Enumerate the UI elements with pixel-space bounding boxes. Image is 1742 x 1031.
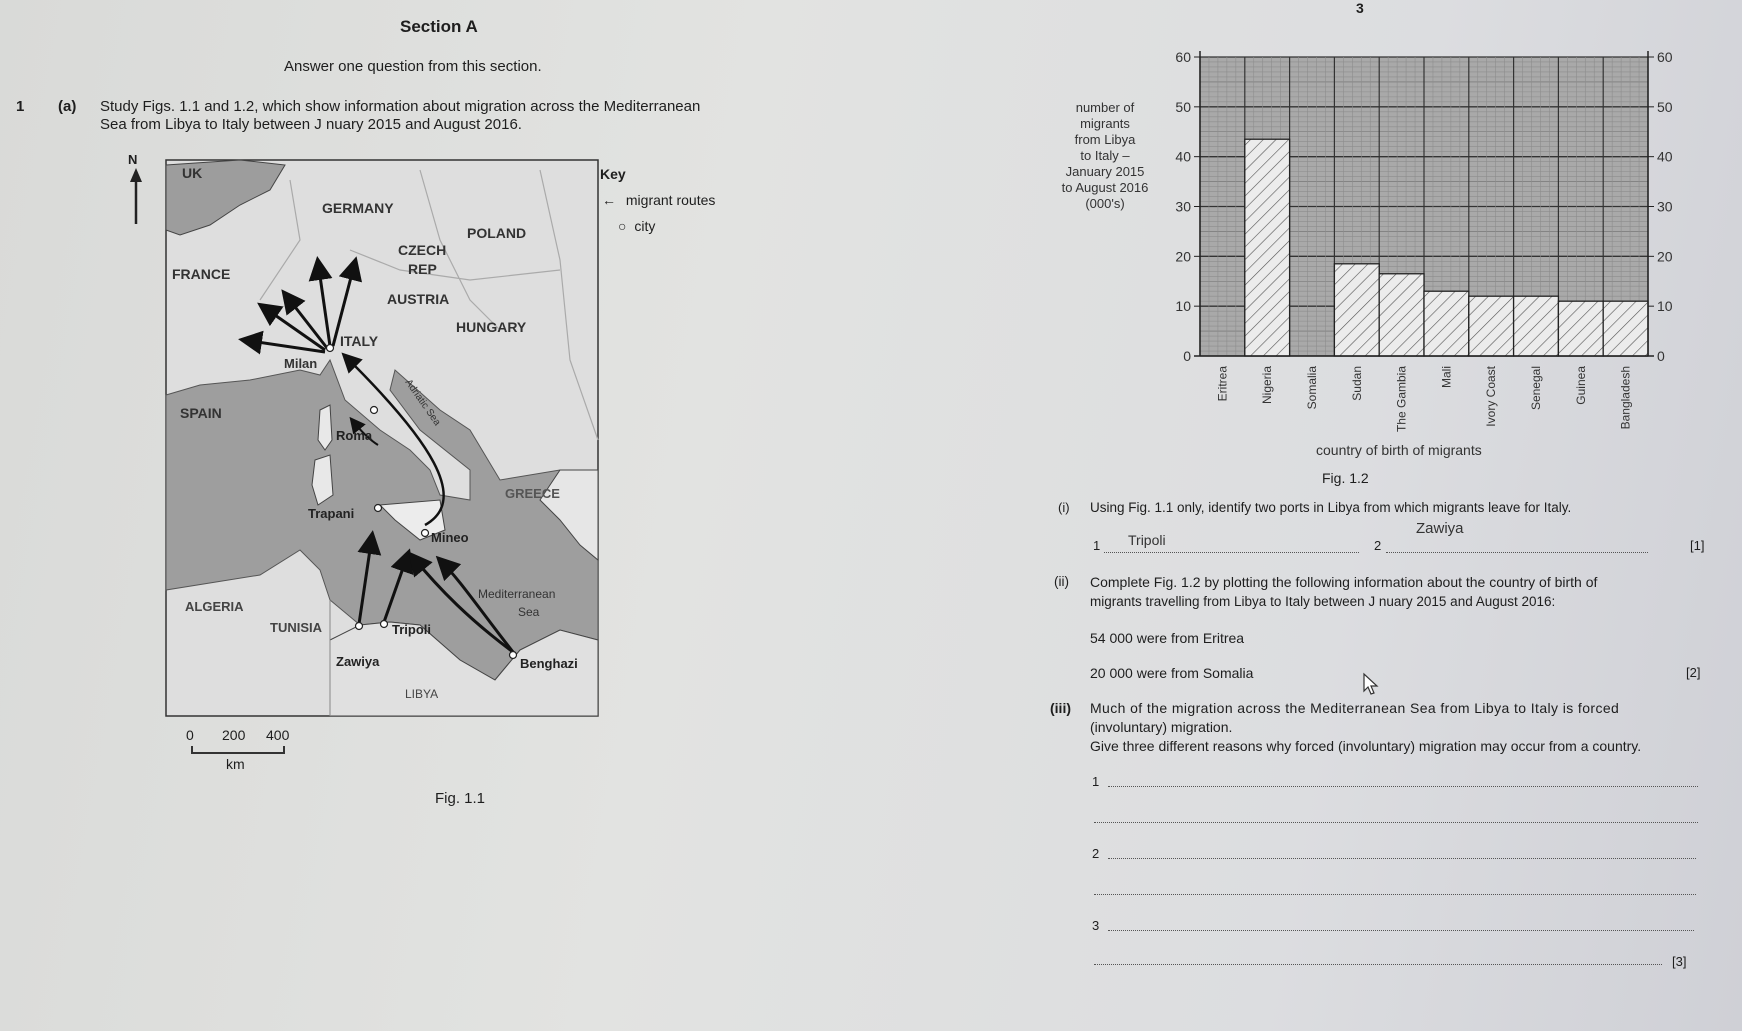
key-title: Key: [600, 166, 626, 182]
bar-ivory-coast: [1469, 296, 1514, 356]
part-i-n1: 1: [1093, 538, 1101, 553]
north-arrow-icon: [128, 168, 144, 224]
category-label: Eritrea: [1215, 366, 1230, 402]
category-label: Senegal: [1529, 366, 1543, 411]
ylabel-line: from Libya: [1074, 132, 1136, 147]
reason-3-line-2[interactable]: [1094, 964, 1662, 965]
answer-2-line[interactable]: [1386, 552, 1648, 553]
section-title: Section A: [400, 17, 478, 36]
part-ii-text-1: [1090, 574, 1597, 590]
y-tick-label-left: 30: [1175, 198, 1191, 215]
part-i-answer-1[interactable]: Tripoli: [1128, 532, 1166, 548]
map-label-adriatic: Adriatic Sea: [402, 377, 443, 428]
category-label: Bangladesh: [1618, 366, 1633, 430]
map-label-roma: Roma: [336, 428, 373, 443]
category-label: Somalia: [1305, 366, 1319, 410]
part-iii-marks: [3]: [1672, 954, 1687, 969]
part-i-label: (i): [1058, 500, 1070, 515]
part-iii-label: (iii): [1050, 700, 1071, 716]
map-label-poland: POLAND: [467, 225, 527, 241]
map-label-france: FRANCE: [172, 266, 231, 282]
y-tick-label-right: 40: [1657, 148, 1673, 165]
category-label: Ivory Coast: [1484, 366, 1499, 427]
question-number: 1: [16, 98, 25, 115]
part-i-text: Using Fig. 1.1 only, identify two ports in Libya from which migrants leave for Italy.: [1090, 500, 1572, 515]
scale-unit: km: [226, 756, 245, 772]
category-label: The Gambia: [1394, 366, 1409, 433]
map-label-benghazi: Benghazi: [520, 656, 578, 671]
mouse-cursor-icon: [1362, 672, 1380, 696]
fig-1-1-caption: Fig. 1.1: [435, 790, 486, 807]
reason-1-line[interactable]: [1108, 786, 1698, 787]
part-i-n2: 2: [1374, 538, 1382, 553]
page-number: 3: [1356, 0, 1364, 16]
question-intro-2: Sea from Libya to Italy between J nuary 2015 and August 2016.: [100, 116, 522, 133]
scale-400: 400: [266, 727, 290, 743]
map-label-czech-rep: REP: [408, 261, 437, 277]
question-part: (a): [58, 98, 77, 115]
map-label-czech: CZECH: [398, 242, 447, 258]
map-label-libya: LIBYA: [405, 687, 439, 701]
question-intro-1: Study Figs. 1.1 and 1.2, which show information about migration across the Mediterranean: [100, 98, 701, 115]
north-label: N: [128, 152, 138, 167]
map-label-trapani: Trapani: [308, 506, 355, 521]
bar-guinea: [1558, 301, 1603, 356]
map-label-germany: GERMANY: [322, 200, 394, 216]
part-i-answer-2[interactable]: Zawiya: [1416, 520, 1464, 537]
ylabel-line: to Italy –: [1080, 148, 1130, 163]
answer-1-line[interactable]: [1104, 552, 1359, 553]
map-label-mediterranean: Mediterranean: [478, 587, 556, 601]
ylabel-line: migrants: [1080, 116, 1130, 131]
y-tick-label-right: 0: [1657, 348, 1665, 364]
key-routes: [602, 192, 715, 208]
reason-3-line[interactable]: [1108, 930, 1694, 931]
scale-200: 200: [222, 727, 246, 743]
bar-mali: [1424, 291, 1469, 356]
y-tick-label-right: 30: [1657, 198, 1673, 215]
bar-sudan: [1334, 264, 1379, 356]
part-iii-text-2: (involuntary) migration.: [1090, 719, 1233, 735]
part-ii-fact-2: 20 000 were from Somalia: [1090, 665, 1254, 681]
city-circle-icon: ○: [618, 218, 627, 234]
map-label-italy: ITALY: [340, 333, 379, 349]
y-tick-label-left: 20: [1175, 248, 1191, 265]
reason-2-line-2[interactable]: [1094, 894, 1696, 895]
bar-nigeria: [1245, 139, 1290, 356]
map-label-greece: GREECE: [505, 486, 560, 501]
category-label: Mali: [1439, 366, 1454, 389]
part-iii-text-3: Give three different reasons why forced (involuntary) migration may occur from a country.: [1090, 738, 1642, 754]
ylabel-line: number of: [1075, 100, 1135, 115]
reason-2-number: 2: [1092, 846, 1100, 861]
scale-bar: [191, 746, 285, 754]
key-routes-label: migrant routes: [625, 192, 716, 208]
bar-chart: [1150, 36, 1690, 436]
category-label: Sudan: [1349, 366, 1364, 401]
y-tick-label-left: 10: [1175, 298, 1191, 315]
bar-bangladesh: [1603, 301, 1648, 356]
y-tick-label-left: 50: [1175, 98, 1191, 115]
map-label-sea: Sea: [518, 605, 540, 619]
map-label-austria: AUSTRIA: [387, 291, 450, 307]
y-tick-label-right: 10: [1657, 298, 1673, 315]
key-city-label: city: [634, 218, 656, 234]
map-label-tunisia: TUNISIA: [270, 620, 322, 635]
map-label-mineo: Mineo: [431, 530, 469, 545]
map-label-tripoli: Tripoli: [392, 622, 431, 637]
part-ii-text-2: migrants travelling from Libya to Italy between J nuary 2015 and August 2016:: [1090, 594, 1556, 609]
scale-0: 0: [186, 727, 194, 743]
corsica-island: [318, 405, 332, 450]
y-tick-label-left: 40: [1175, 148, 1191, 165]
instruction: Answer one question from this section.: [284, 58, 542, 75]
map-label-spain: SPAIN: [180, 405, 222, 421]
part-i-marks: [1]: [1690, 538, 1705, 553]
ylabel-line: to August 2016: [1061, 180, 1149, 195]
map-label-zawiya: Zawiya: [336, 654, 380, 669]
category-label: Nigeria: [1260, 366, 1275, 405]
map-label-milan: Milan: [284, 356, 318, 371]
y-tick-label-right: 50: [1657, 98, 1673, 115]
y-tick-label-right: 60: [1657, 49, 1673, 65]
fig-1-2-caption: Fig. 1.2: [1322, 470, 1369, 486]
map-label-algeria: ALGERIA: [185, 599, 244, 614]
part-ii-label: (ii): [1054, 574, 1069, 589]
bar-the-gambia: [1379, 274, 1424, 356]
reason-1-line-2[interactable]: [1094, 822, 1698, 823]
y-tick-label-left: 0: [1183, 348, 1191, 364]
category-label: Guinea: [1573, 366, 1588, 405]
ylabel-line: (000's): [1085, 196, 1125, 211]
map-label-uk: UK: [182, 165, 203, 181]
ylabel-line: January 2015: [1065, 164, 1145, 179]
reason-2-line[interactable]: [1108, 858, 1696, 859]
bar-senegal: [1514, 296, 1559, 356]
reason-3-number: 3: [1092, 918, 1100, 933]
part-ii-text-1-content: Complete Fig. 1.2 by plotting the following information about the country of birth of: [1090, 574, 1598, 590]
migration-map: [160, 155, 610, 725]
key-city: [618, 218, 655, 234]
y-tick-label-left: 60: [1175, 49, 1191, 65]
reason-1-number: 1: [1092, 774, 1100, 789]
part-iii-text-1: Much of the migration across the Mediterranean Sea from Libya to Italy is forced: [1090, 700, 1620, 716]
chart-xlabel: country of birth of migrants: [1316, 442, 1482, 458]
y-tick-label-right: 20: [1657, 248, 1673, 265]
arrow-left-icon: ←: [602, 192, 616, 208]
part-ii-marks: [2]: [1686, 665, 1701, 680]
map-label-hungary: HUNGARY: [456, 319, 527, 335]
part-ii-fact-1: 54 000 were from Eritrea: [1090, 630, 1245, 646]
